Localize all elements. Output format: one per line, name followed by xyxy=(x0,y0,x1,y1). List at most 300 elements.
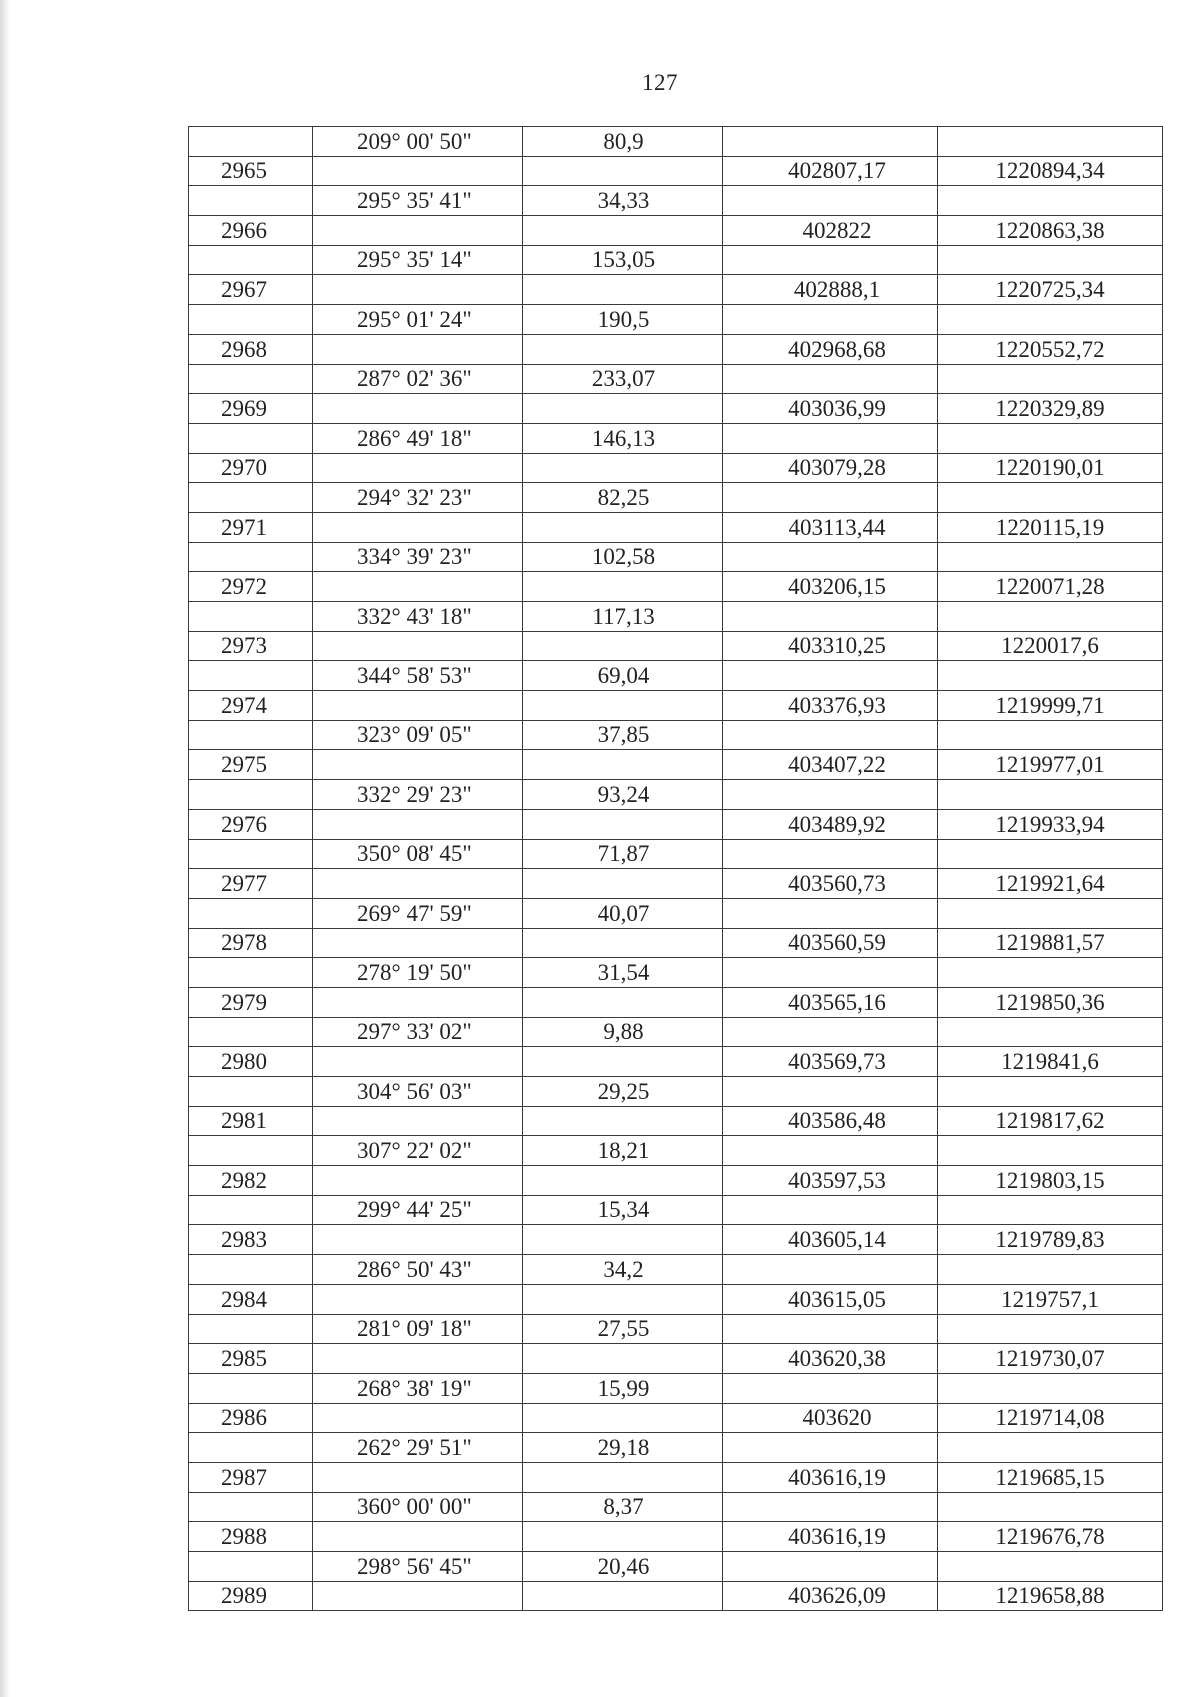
direction-angle-cell xyxy=(313,1403,523,1433)
point-number-cell: 2983 xyxy=(189,1225,313,1255)
y-coordinate-cell: 1219658,88 xyxy=(938,1581,1163,1611)
direction-angle-cell xyxy=(313,1284,523,1314)
x-coordinate-cell: 403620,38 xyxy=(723,1344,938,1374)
distance-cell xyxy=(523,334,723,364)
y-coordinate-cell xyxy=(938,958,1163,988)
x-coordinate-cell xyxy=(723,423,938,453)
x-coordinate-cell xyxy=(723,1492,938,1522)
point-number-cell: 2985 xyxy=(189,1344,313,1374)
point-number-cell xyxy=(189,780,313,810)
point-number-cell: 2971 xyxy=(189,512,313,542)
distance-cell xyxy=(523,453,723,483)
table-row xyxy=(189,572,1163,602)
table-row xyxy=(189,631,1163,661)
table-row xyxy=(189,1581,1163,1611)
direction-angle-cell xyxy=(313,1522,523,1552)
x-coordinate-cell: 403565,16 xyxy=(723,987,938,1017)
y-coordinate-cell xyxy=(938,1195,1163,1225)
table-row xyxy=(189,334,1163,364)
direction-angle-cell: 299° 44' 25" xyxy=(313,1195,523,1225)
point-number-cell: 2976 xyxy=(189,809,313,839)
point-number-cell xyxy=(189,1373,313,1403)
distance-cell xyxy=(523,394,723,424)
point-number-cell xyxy=(189,898,313,928)
y-coordinate-cell xyxy=(938,661,1163,691)
y-coordinate-cell: 1219685,15 xyxy=(938,1462,1163,1492)
point-number-cell: 2977 xyxy=(189,869,313,899)
point-number-cell: 2973 xyxy=(189,631,313,661)
distance-cell: 27,55 xyxy=(523,1314,723,1344)
distance-cell xyxy=(523,1166,723,1196)
y-coordinate-cell: 1219933,94 xyxy=(938,809,1163,839)
y-coordinate-cell xyxy=(938,1017,1163,1047)
x-coordinate-cell xyxy=(723,720,938,750)
y-coordinate-cell xyxy=(938,127,1163,157)
y-coordinate-cell: 1220071,28 xyxy=(938,572,1163,602)
table-row xyxy=(189,1047,1163,1077)
table-row xyxy=(189,750,1163,780)
point-number-cell: 2970 xyxy=(189,453,313,483)
table-row xyxy=(189,1195,1163,1225)
x-coordinate-cell: 403626,09 xyxy=(723,1581,938,1611)
distance-cell: 233,07 xyxy=(523,364,723,394)
distance-cell xyxy=(523,869,723,899)
distance-cell xyxy=(523,1047,723,1077)
y-coordinate-cell xyxy=(938,1255,1163,1285)
distance-cell xyxy=(523,1581,723,1611)
x-coordinate-cell xyxy=(723,898,938,928)
point-number-cell: 2986 xyxy=(189,1403,313,1433)
distance-cell: 31,54 xyxy=(523,958,723,988)
distance-cell xyxy=(523,1522,723,1552)
table-row xyxy=(189,1017,1163,1047)
point-number-cell: 2967 xyxy=(189,275,313,305)
y-coordinate-cell xyxy=(938,1077,1163,1107)
x-coordinate-cell xyxy=(723,1552,938,1582)
y-coordinate-cell: 1219803,15 xyxy=(938,1166,1163,1196)
table-row xyxy=(189,453,1163,483)
direction-angle-cell: 307° 22' 02" xyxy=(313,1136,523,1166)
table-row xyxy=(189,483,1163,513)
table-row xyxy=(189,364,1163,394)
distance-cell xyxy=(523,809,723,839)
point-number-cell: 2974 xyxy=(189,691,313,721)
x-coordinate-cell: 403407,22 xyxy=(723,750,938,780)
distance-cell: 34,33 xyxy=(523,186,723,216)
table-row xyxy=(189,661,1163,691)
table-row xyxy=(189,423,1163,453)
y-coordinate-cell xyxy=(938,898,1163,928)
point-number-cell xyxy=(189,1433,313,1463)
distance-cell xyxy=(523,1403,723,1433)
direction-angle-cell xyxy=(313,572,523,602)
y-coordinate-cell: 1220017,6 xyxy=(938,631,1163,661)
direction-angle-cell xyxy=(313,512,523,542)
direction-angle-cell: 360° 00' 00" xyxy=(313,1492,523,1522)
point-number-cell: 2975 xyxy=(189,750,313,780)
direction-angle-cell: 278° 19' 50" xyxy=(313,958,523,988)
direction-angle-cell xyxy=(313,1106,523,1136)
direction-angle-cell xyxy=(313,631,523,661)
coordinates-table-body xyxy=(189,127,1163,1611)
y-coordinate-cell: 1219676,78 xyxy=(938,1522,1163,1552)
y-coordinate-cell: 1219817,62 xyxy=(938,1106,1163,1136)
table-row xyxy=(189,1433,1163,1463)
table-row xyxy=(189,275,1163,305)
y-coordinate-cell: 1220725,34 xyxy=(938,275,1163,305)
distance-cell xyxy=(523,631,723,661)
x-coordinate-cell: 403597,53 xyxy=(723,1166,938,1196)
scan-edge-shadow xyxy=(0,0,10,1697)
direction-angle-cell: 286° 50' 43" xyxy=(313,1255,523,1285)
direction-angle-cell: 298° 56' 45" xyxy=(313,1552,523,1582)
distance-cell: 190,5 xyxy=(523,305,723,335)
x-coordinate-cell: 403206,15 xyxy=(723,572,938,602)
table-row xyxy=(189,1373,1163,1403)
point-number-cell xyxy=(189,1492,313,1522)
point-number-cell: 2978 xyxy=(189,928,313,958)
distance-cell: 69,04 xyxy=(523,661,723,691)
y-coordinate-cell xyxy=(938,1314,1163,1344)
x-coordinate-cell: 403616,19 xyxy=(723,1522,938,1552)
point-number-cell xyxy=(189,127,313,157)
x-coordinate-cell xyxy=(723,1195,938,1225)
y-coordinate-cell: 1219977,01 xyxy=(938,750,1163,780)
table-row xyxy=(189,1344,1163,1374)
table-row xyxy=(189,1284,1163,1314)
distance-cell xyxy=(523,691,723,721)
direction-angle-cell: 297° 33' 02" xyxy=(313,1017,523,1047)
direction-angle-cell xyxy=(313,156,523,186)
point-number-cell: 2979 xyxy=(189,987,313,1017)
x-coordinate-cell xyxy=(723,127,938,157)
direction-angle-cell xyxy=(313,750,523,780)
direction-angle-cell xyxy=(313,987,523,1017)
point-number-cell xyxy=(189,720,313,750)
direction-angle-cell xyxy=(313,869,523,899)
y-coordinate-cell: 1219757,1 xyxy=(938,1284,1163,1314)
table-row xyxy=(189,245,1163,275)
distance-cell xyxy=(523,1225,723,1255)
table-row xyxy=(189,1077,1163,1107)
y-coordinate-cell xyxy=(938,1492,1163,1522)
y-coordinate-cell xyxy=(938,602,1163,632)
point-number-cell: 2965 xyxy=(189,156,313,186)
point-number-cell xyxy=(189,423,313,453)
point-number-cell xyxy=(189,661,313,691)
y-coordinate-cell: 1219714,08 xyxy=(938,1403,1163,1433)
page-number: 127 xyxy=(642,70,678,95)
x-coordinate-cell xyxy=(723,1136,938,1166)
direction-angle-cell: 269° 47' 59" xyxy=(313,898,523,928)
point-number-cell xyxy=(189,958,313,988)
direction-angle-cell xyxy=(313,216,523,246)
point-number-cell: 2981 xyxy=(189,1106,313,1136)
distance-cell: 146,13 xyxy=(523,423,723,453)
distance-cell xyxy=(523,275,723,305)
x-coordinate-cell: 403036,99 xyxy=(723,394,938,424)
point-number-cell: 2984 xyxy=(189,1284,313,1314)
y-coordinate-cell xyxy=(938,364,1163,394)
x-coordinate-cell: 403586,48 xyxy=(723,1106,938,1136)
table-row xyxy=(189,1552,1163,1582)
direction-angle-cell: 344° 58' 53" xyxy=(313,661,523,691)
x-coordinate-cell xyxy=(723,483,938,513)
table-row xyxy=(189,512,1163,542)
distance-cell xyxy=(523,1462,723,1492)
direction-angle-cell xyxy=(313,691,523,721)
x-coordinate-cell: 403113,44 xyxy=(723,512,938,542)
y-coordinate-cell xyxy=(938,1433,1163,1463)
point-number-cell xyxy=(189,305,313,335)
table-row xyxy=(189,1136,1163,1166)
table-row xyxy=(189,186,1163,216)
distance-cell: 8,37 xyxy=(523,1492,723,1522)
y-coordinate-cell xyxy=(938,780,1163,810)
direction-angle-cell: 295° 01' 24" xyxy=(313,305,523,335)
y-coordinate-cell: 1220863,38 xyxy=(938,216,1163,246)
distance-cell xyxy=(523,512,723,542)
direction-angle-cell xyxy=(313,1462,523,1492)
y-coordinate-cell xyxy=(938,423,1163,453)
coordinates-table xyxy=(188,126,1163,1611)
point-number-cell xyxy=(189,1077,313,1107)
y-coordinate-cell: 1220552,72 xyxy=(938,334,1163,364)
y-coordinate-cell: 1219841,6 xyxy=(938,1047,1163,1077)
y-coordinate-cell xyxy=(938,1136,1163,1166)
direction-angle-cell: 334° 39' 23" xyxy=(313,542,523,572)
x-coordinate-cell xyxy=(723,839,938,869)
distance-cell: 153,05 xyxy=(523,245,723,275)
table-row xyxy=(189,809,1163,839)
table-row xyxy=(189,958,1163,988)
x-coordinate-cell xyxy=(723,661,938,691)
distance-cell: 34,2 xyxy=(523,1255,723,1285)
direction-angle-cell xyxy=(313,809,523,839)
y-coordinate-cell: 1219881,57 xyxy=(938,928,1163,958)
table-row xyxy=(189,987,1163,1017)
distance-cell xyxy=(523,572,723,602)
direction-angle-cell xyxy=(313,1166,523,1196)
distance-cell: 37,85 xyxy=(523,720,723,750)
x-coordinate-cell xyxy=(723,186,938,216)
x-coordinate-cell: 403310,25 xyxy=(723,631,938,661)
direction-angle-cell: 295° 35' 41" xyxy=(313,186,523,216)
y-coordinate-cell: 1220329,89 xyxy=(938,394,1163,424)
table-row xyxy=(189,869,1163,899)
direction-angle-cell: 294° 32' 23" xyxy=(313,483,523,513)
y-coordinate-cell xyxy=(938,186,1163,216)
distance-cell xyxy=(523,156,723,186)
point-number-cell: 2989 xyxy=(189,1581,313,1611)
y-coordinate-cell: 1220115,19 xyxy=(938,512,1163,542)
distance-cell xyxy=(523,1106,723,1136)
point-number-cell xyxy=(189,245,313,275)
distance-cell xyxy=(523,928,723,958)
x-coordinate-cell: 402822 xyxy=(723,216,938,246)
distance-cell: 102,58 xyxy=(523,542,723,572)
y-coordinate-cell xyxy=(938,305,1163,335)
distance-cell: 18,21 xyxy=(523,1136,723,1166)
x-coordinate-cell xyxy=(723,1314,938,1344)
x-coordinate-cell xyxy=(723,1017,938,1047)
table-row xyxy=(189,156,1163,186)
x-coordinate-cell: 403079,28 xyxy=(723,453,938,483)
x-coordinate-cell: 403616,19 xyxy=(723,1462,938,1492)
x-coordinate-cell: 403605,14 xyxy=(723,1225,938,1255)
table-row xyxy=(189,1492,1163,1522)
x-coordinate-cell xyxy=(723,602,938,632)
point-number-cell xyxy=(189,483,313,513)
x-coordinate-cell xyxy=(723,1077,938,1107)
distance-cell: 15,99 xyxy=(523,1373,723,1403)
direction-angle-cell: 262° 29' 51" xyxy=(313,1433,523,1463)
distance-cell: 29,18 xyxy=(523,1433,723,1463)
y-coordinate-cell: 1219999,71 xyxy=(938,691,1163,721)
direction-angle-cell xyxy=(313,1047,523,1077)
x-coordinate-cell: 402968,68 xyxy=(723,334,938,364)
point-number-cell: 2987 xyxy=(189,1462,313,1492)
direction-angle-cell xyxy=(313,1225,523,1255)
direction-angle-cell: 332° 29' 23" xyxy=(313,780,523,810)
distance-cell: 40,07 xyxy=(523,898,723,928)
y-coordinate-cell xyxy=(938,1552,1163,1582)
distance-cell: 15,34 xyxy=(523,1195,723,1225)
y-coordinate-cell: 1220894,34 xyxy=(938,156,1163,186)
table-row xyxy=(189,1166,1163,1196)
table-row xyxy=(189,720,1163,750)
y-coordinate-cell: 1219850,36 xyxy=(938,987,1163,1017)
table-row xyxy=(189,1403,1163,1433)
table-row xyxy=(189,780,1163,810)
y-coordinate-cell xyxy=(938,839,1163,869)
direction-angle-cell xyxy=(313,394,523,424)
x-coordinate-cell xyxy=(723,305,938,335)
x-coordinate-cell xyxy=(723,958,938,988)
point-number-cell xyxy=(189,1195,313,1225)
x-coordinate-cell: 403489,92 xyxy=(723,809,938,839)
point-number-cell: 2988 xyxy=(189,1522,313,1552)
x-coordinate-cell: 403560,59 xyxy=(723,928,938,958)
table-row xyxy=(189,305,1163,335)
direction-angle-cell xyxy=(313,334,523,364)
point-number-cell: 2980 xyxy=(189,1047,313,1077)
point-number-cell xyxy=(189,1017,313,1047)
point-number-cell xyxy=(189,1314,313,1344)
point-number-cell xyxy=(189,839,313,869)
x-coordinate-cell: 403569,73 xyxy=(723,1047,938,1077)
table-row xyxy=(189,1225,1163,1255)
y-coordinate-cell: 1219789,83 xyxy=(938,1225,1163,1255)
table-row xyxy=(189,542,1163,572)
table-row xyxy=(189,1255,1163,1285)
table-row xyxy=(189,394,1163,424)
x-coordinate-cell xyxy=(723,1433,938,1463)
distance-cell: 20,46 xyxy=(523,1552,723,1582)
y-coordinate-cell xyxy=(938,1373,1163,1403)
x-coordinate-cell: 403615,05 xyxy=(723,1284,938,1314)
x-coordinate-cell xyxy=(723,542,938,572)
point-number-cell xyxy=(189,1255,313,1285)
direction-angle-cell: 281° 09' 18" xyxy=(313,1314,523,1344)
direction-angle-cell: 286° 49' 18" xyxy=(313,423,523,453)
x-coordinate-cell xyxy=(723,1255,938,1285)
table-row xyxy=(189,602,1163,632)
x-coordinate-cell: 403376,93 xyxy=(723,691,938,721)
x-coordinate-cell xyxy=(723,245,938,275)
distance-cell: 29,25 xyxy=(523,1077,723,1107)
distance-cell: 93,24 xyxy=(523,780,723,810)
point-number-cell: 2982 xyxy=(189,1166,313,1196)
table-row xyxy=(189,1462,1163,1492)
table-row xyxy=(189,691,1163,721)
point-number-cell: 2972 xyxy=(189,572,313,602)
direction-angle-cell: 295° 35' 14" xyxy=(313,245,523,275)
point-number-cell xyxy=(189,1552,313,1582)
direction-angle-cell xyxy=(313,453,523,483)
y-coordinate-cell xyxy=(938,483,1163,513)
point-number-cell: 2969 xyxy=(189,394,313,424)
distance-cell xyxy=(523,1284,723,1314)
point-number-cell xyxy=(189,1136,313,1166)
distance-cell xyxy=(523,987,723,1017)
direction-angle-cell xyxy=(313,275,523,305)
distance-cell xyxy=(523,216,723,246)
table-row xyxy=(189,1522,1163,1552)
table-row xyxy=(189,127,1163,157)
y-coordinate-cell: 1219730,07 xyxy=(938,1344,1163,1374)
table-row xyxy=(189,839,1163,869)
direction-angle-cell: 268° 38' 19" xyxy=(313,1373,523,1403)
point-number-cell xyxy=(189,186,313,216)
point-number-cell xyxy=(189,602,313,632)
point-number-cell: 2966 xyxy=(189,216,313,246)
table-row xyxy=(189,898,1163,928)
x-coordinate-cell xyxy=(723,780,938,810)
direction-angle-cell xyxy=(313,1581,523,1611)
direction-angle-cell: 350° 08' 45" xyxy=(313,839,523,869)
point-number-cell xyxy=(189,542,313,572)
distance-cell: 80,9 xyxy=(523,127,723,157)
x-coordinate-cell: 402888,1 xyxy=(723,275,938,305)
table-row xyxy=(189,1106,1163,1136)
x-coordinate-cell: 403560,73 xyxy=(723,869,938,899)
direction-angle-cell xyxy=(313,928,523,958)
x-coordinate-cell: 403620 xyxy=(723,1403,938,1433)
direction-angle-cell: 209° 00' 50" xyxy=(313,127,523,157)
table-row xyxy=(189,928,1163,958)
table-row xyxy=(189,216,1163,246)
x-coordinate-cell xyxy=(723,364,938,394)
y-coordinate-cell xyxy=(938,720,1163,750)
y-coordinate-cell: 1220190,01 xyxy=(938,453,1163,483)
y-coordinate-cell xyxy=(938,542,1163,572)
y-coordinate-cell: 1219921,64 xyxy=(938,869,1163,899)
distance-cell: 71,87 xyxy=(523,839,723,869)
x-coordinate-cell xyxy=(723,1373,938,1403)
y-coordinate-cell xyxy=(938,245,1163,275)
distance-cell: 9,88 xyxy=(523,1017,723,1047)
point-number-cell: 2968 xyxy=(189,334,313,364)
distance-cell: 82,25 xyxy=(523,483,723,513)
point-number-cell xyxy=(189,364,313,394)
distance-cell xyxy=(523,1344,723,1374)
direction-angle-cell: 304° 56' 03" xyxy=(313,1077,523,1107)
x-coordinate-cell: 402807,17 xyxy=(723,156,938,186)
distance-cell xyxy=(523,750,723,780)
distance-cell: 117,13 xyxy=(523,602,723,632)
direction-angle-cell: 323° 09' 05" xyxy=(313,720,523,750)
